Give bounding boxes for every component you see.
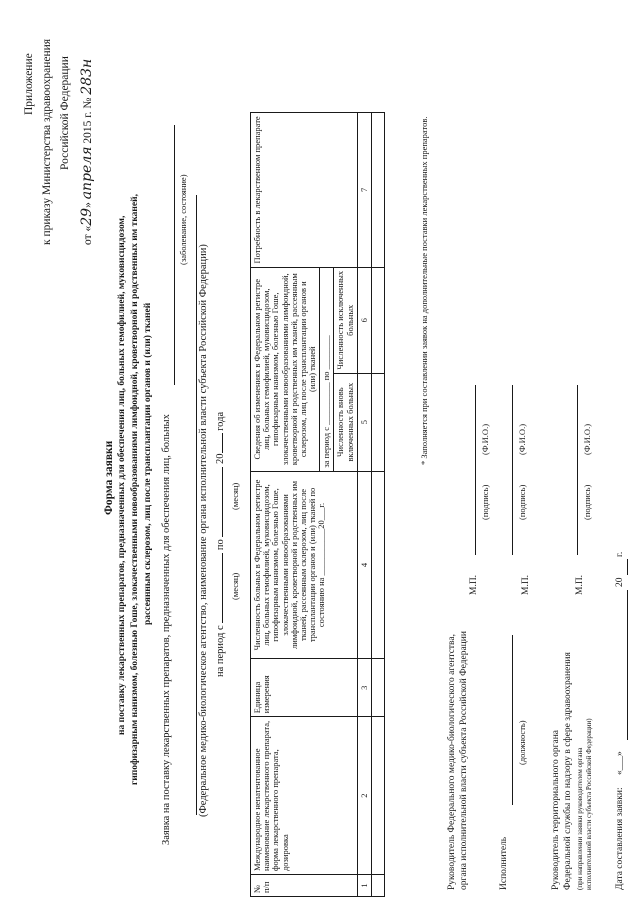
territorial-stamp-label: М.П. xyxy=(575,574,585,595)
col-included-header: Численность вновь включенных больных xyxy=(334,373,357,471)
period-from-blank xyxy=(222,553,223,623)
date-label: Дата составления заявки: xyxy=(615,787,625,890)
footnote: * Заполняется при составлении заявок на дополнительные поставки лекарственных препаратов. xyxy=(419,116,429,465)
period-line xyxy=(216,412,227,677)
col-excluded-header: Численность исключенных больных xyxy=(334,267,357,373)
column-number-4: 4 xyxy=(357,471,371,659)
col-inn-header: Международное непатентованное наименование лекарственного препарата, форма лекарственного препарата, дозировка xyxy=(251,717,358,875)
executor-position-caption: (должность) xyxy=(517,720,527,765)
column-number-3: 3 xyxy=(357,659,371,717)
changes-period: за период с __________ по ________ xyxy=(320,267,334,471)
head-signature-caption: (подпись) xyxy=(480,484,490,520)
head-line2: органа исполнительной власти субъекта Российской Федерации xyxy=(459,631,469,890)
form-subtitle-line2: гипофизарным нанизмом, болезнью Гоше, злокачественными новообразованиями лимфоидной, кроветворной и родственных им тканей, xyxy=(130,194,140,785)
territorial-note2: исполнительной власти субъекта Российской Федерации) xyxy=(585,718,593,890)
executor-stamp-label: М.П. xyxy=(521,574,531,595)
period-to-label: по xyxy=(215,539,226,551)
territorial-line2: Федеральной службы по надзору в сфере здравоохранения xyxy=(563,652,573,890)
disease-caption: (заболевание, состояние) xyxy=(178,174,188,265)
period-year-blank xyxy=(222,433,223,453)
executor-label: Исполнитель xyxy=(499,836,509,890)
territorial-name-caption: (Ф.И.О.) xyxy=(582,423,592,455)
col-need-header: Потребность в лекарственном препарате xyxy=(251,113,358,268)
form-title: Форма заявки xyxy=(103,440,115,515)
date-day-quote: «___» xyxy=(615,751,625,775)
table-column-numbers-row xyxy=(357,113,371,897)
territorial-note1: (при направлении заявки руководителем органа xyxy=(576,747,584,890)
period-year-suffix: года xyxy=(215,411,226,431)
head-name-blank xyxy=(475,385,476,485)
head-name-caption: (Ф.И.О.) xyxy=(480,423,490,455)
request-table xyxy=(250,112,385,897)
form-subtitle-line1: на поставку лекарственных препаратов, предназначенных для обеспечения лиц, больных гемофилией, муковисцидозом, xyxy=(117,215,127,735)
column-number-2: 2 xyxy=(357,717,371,875)
handwritten-month: апреля xyxy=(79,146,95,200)
month-caption-from: (месяц) xyxy=(230,572,240,600)
period-from-label: на период с xyxy=(215,625,226,677)
agency-caption: (Федеральное медико-биологическое агентство, наименование органа исполнительной власти субъекта Российской Федерации) xyxy=(198,244,209,817)
appendix-date-line xyxy=(80,59,95,245)
date-year-prefix: 20 xyxy=(615,577,625,587)
form-subtitle-line3: рассеянным склерозом, лиц после трансплантации органов и (или) тканей xyxy=(143,302,153,625)
col-unit-header: Единица измерения xyxy=(251,659,358,717)
date-close-quote: » xyxy=(82,202,94,208)
appendix-title: Приложение xyxy=(23,53,35,115)
table-header-row xyxy=(251,113,320,897)
executor-position-blank xyxy=(512,635,513,805)
handwritten-order-number: 283н xyxy=(79,58,95,95)
request-line: Заявка на поставку лекарственных препаратов, предназначенных для обеспечения лиц, больных xyxy=(161,414,172,845)
table-empty-row xyxy=(371,113,384,897)
date-year-number-label: 2015 г. № xyxy=(82,97,94,144)
territorial-signature-caption: (подпись) xyxy=(582,484,592,520)
executor-name-blank xyxy=(512,385,513,485)
disease-blank xyxy=(174,125,175,385)
period-year-prefix: 20 xyxy=(215,453,226,464)
territorial-line1: Руководитель территориального органа xyxy=(551,729,561,890)
date-month-blank xyxy=(627,590,628,740)
executor-name-caption: (Ф.И.О.) xyxy=(517,423,527,455)
appendix-order-line: к приказу Министерства здравоохранения xyxy=(41,38,53,245)
column-number-6: 6 xyxy=(357,267,371,373)
month-caption-to: (месяц) xyxy=(230,482,240,510)
date-year-blank xyxy=(627,559,628,575)
date-year-suffix: г. xyxy=(615,551,625,557)
head-line1: Руководитель Федерального медико-биологического агентства, xyxy=(447,633,457,890)
executor-signature-caption: (подпись) xyxy=(517,484,527,520)
col-number-header: № п/п xyxy=(251,875,358,897)
handwritten-day: 29 xyxy=(79,207,95,226)
territorial-name-blank xyxy=(577,385,578,485)
col-count-header: Численность больных в Федеральном регистре лиц, больных гемофилией, муковисцидозом, гипофизарным нанизмом, болезнью Гоше, злокачественными новообразованиями лимфоидной, кроветворной и родственных им тканей, рассеянным склерозом, лиц после трансплантации органов и (или) тканей по состоянию на ___________20___г. xyxy=(251,471,358,659)
agency-blank xyxy=(196,195,197,815)
column-number-5: 5 xyxy=(357,373,371,471)
column-number-1: 1 xyxy=(357,875,371,897)
date-open-quote: от « xyxy=(82,225,94,245)
head-stamp-label: М.П. xyxy=(469,574,479,595)
appendix-ministry-line: Российской Федерации xyxy=(59,56,71,170)
period-to-blank xyxy=(222,467,223,537)
column-number-7: 7 xyxy=(357,113,371,268)
col-changes-header: Сведения об изменениях в Федеральном регистре лиц, больных гемофилией, муковисцидозом, гипофизарным нанизмом, болезнью Гоше, злокачественными новообразованиями лимфоидной, кроветворной и родственных им тканей, рассеянным склерозом, лиц после трансплантации органов и (или) тканей xyxy=(251,267,320,471)
